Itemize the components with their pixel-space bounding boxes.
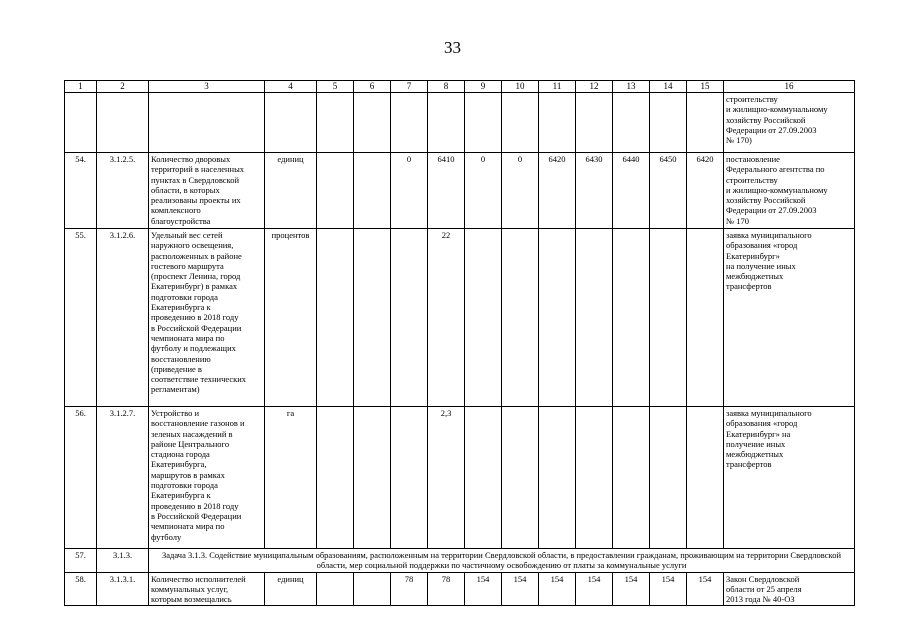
table-row-cell-3: Устройство и восстановление газонов и зеленых насаждений в районе Центрального стадиона города Екатеринбурга, маршрутов в рамках подготовки города Екатеринбурга к проведению в 2018 году в Российской Федерации чемпионата мира по футболу [149, 407, 265, 549]
table-row-cell-13: 154 [613, 572, 650, 606]
table-row-cell-14 [650, 93, 687, 153]
table-row-cell-16: заявка муниципального образования «город Екатеринбург» на получение иных межбюджетных трансфертов [724, 407, 855, 549]
table-row-cell-3: Удельный вес сетей наружного освещения, расположенных в районе гостевого маршрута (проспект Ленина, город Екатеринбург) в рамках подготовки города Екатеринбурга к проведению в 2018 году в Российской Федерации чемпионата мира по футболу и подлежащих восстановлению (приведение в соответствие технических регламентам) [149, 229, 265, 407]
table-row-cell-11 [539, 93, 576, 153]
column-number-row-cell-13: 13 [613, 81, 650, 93]
table-row [65, 407, 855, 549]
table-row-cell-1: 55. [65, 229, 97, 407]
table-row-cell-11 [539, 229, 576, 407]
table-row-cell-10: 0 [502, 153, 539, 229]
table-row-cell-11: 6420 [539, 153, 576, 229]
task-row-code: 3.1.3. [97, 549, 149, 573]
table-row [65, 153, 855, 229]
page-number: 33 [444, 38, 461, 57]
table-row-cell-2: 3.1.2.5. [97, 153, 149, 229]
table-row-cell-13: 6440 [613, 153, 650, 229]
table-row-cell-10 [502, 93, 539, 153]
task-description: Задача 3.1.3. Содействие муниципальным образованиям, расположенным на территории Свердловской области, в предоставлении гражданам, проживающим на территории Свердловской области, мер социальной поддержки по частичному освобождению от платы за коммунальные услуги [149, 549, 855, 573]
table-row-cell-13 [613, 93, 650, 153]
column-number-row-cell-14: 14 [650, 81, 687, 93]
column-number-row-cell-9: 9 [465, 81, 502, 93]
table-row-cell-7 [391, 229, 428, 407]
task-row-num: 57. [65, 549, 97, 573]
table-row-cell-12: 154 [576, 572, 613, 606]
table-row-cell-5 [317, 407, 354, 549]
table-row-cell-9: 154 [465, 572, 502, 606]
table-row-cell-16: постановление Федерального агентства по строительству и жилищно-коммунальному хозяйству Российской Федерации от 27.09.2003 № 170 [724, 153, 855, 229]
table-row-cell-15 [687, 229, 724, 407]
table-row-cell-7: 78 [391, 572, 428, 606]
table-row-cell-3: Количество исполнителей коммунальных услуг, которым возмещались [149, 572, 265, 606]
table-row-cell-15 [687, 93, 724, 153]
table-row-cell-9: 0 [465, 153, 502, 229]
task-row [65, 549, 855, 573]
table-row-cell-1: 56. [65, 407, 97, 549]
table-row-cell-2 [97, 93, 149, 153]
table-row-cell-13 [613, 229, 650, 407]
table-row-cell-1: 54. [65, 153, 97, 229]
table-row-cell-12 [576, 407, 613, 549]
table-row-cell-4: га [265, 407, 317, 549]
table-row-cell-8: 2,3 [428, 407, 465, 549]
table-row-cell-10 [502, 407, 539, 549]
table-row-cell-8: 22 [428, 229, 465, 407]
table-row-cell-7: 0 [391, 153, 428, 229]
table-row-cell-14: 6450 [650, 153, 687, 229]
column-number-row-cell-7: 7 [391, 81, 428, 93]
table-row-cell-3 [149, 93, 265, 153]
table-row-cell-5 [317, 153, 354, 229]
table-row-cell-15: 154 [687, 572, 724, 606]
table-row-cell-2: 3.1.2.7. [97, 407, 149, 549]
table-row-cell-16: Закон Свердловской области от 25 апреля 2013 года № 40-ОЗ [724, 572, 855, 606]
column-number-row-cell-11: 11 [539, 81, 576, 93]
table-row-cell-5 [317, 229, 354, 407]
table-row-cell-14 [650, 407, 687, 549]
column-number-row-cell-10: 10 [502, 81, 539, 93]
table-row [65, 93, 855, 153]
table-row-cell-7 [391, 407, 428, 549]
table-row-cell-10: 154 [502, 572, 539, 606]
column-number-row-cell-1: 1 [65, 81, 97, 93]
column-number-row-cell-6: 6 [354, 81, 391, 93]
table-row-cell-13 [613, 407, 650, 549]
table-row-cell-8 [428, 93, 465, 153]
table-row-cell-2: 3.1.2.6. [97, 229, 149, 407]
table-row-cell-1 [65, 93, 97, 153]
table-row-cell-11 [539, 407, 576, 549]
table-row-cell-6 [354, 572, 391, 606]
table-row-cell-6 [354, 93, 391, 153]
table-row-cell-6 [354, 229, 391, 407]
table-row-cell-6 [354, 153, 391, 229]
column-number-row-cell-12: 12 [576, 81, 613, 93]
column-number-row-cell-16: 16 [724, 81, 855, 93]
table-row-cell-4: процентов [265, 229, 317, 407]
table-row-cell-4: единиц [265, 572, 317, 606]
table-row-cell-5 [317, 93, 354, 153]
table-row-cell-9 [465, 229, 502, 407]
table-row-cell-12 [576, 229, 613, 407]
table-row-cell-11: 154 [539, 572, 576, 606]
table-row [65, 572, 855, 606]
table-row-cell-6 [354, 407, 391, 549]
table-row-cell-14: 154 [650, 572, 687, 606]
table-row-cell-9 [465, 93, 502, 153]
column-number-row-cell-2: 2 [97, 81, 149, 93]
table-row-cell-8: 6410 [428, 153, 465, 229]
table-row-cell-7 [391, 93, 428, 153]
table-row-cell-15: 6420 [687, 153, 724, 229]
table-row-cell-16: строительству и жилищно-коммунальному хозяйству Российской Федерации от 27.09.2003 № 170) [724, 93, 855, 153]
table-row-cell-8: 78 [428, 572, 465, 606]
table-row-cell-9 [465, 407, 502, 549]
column-number-row-cell-5: 5 [317, 81, 354, 93]
indicators-table [64, 80, 855, 606]
table-row-cell-12: 6430 [576, 153, 613, 229]
table-row-cell-10 [502, 229, 539, 407]
table-row-cell-3: Количество дворовых территорий в населенных пунктах в Свердловской области, в которых реализованы проекты их комплексного благоустройства [149, 153, 265, 229]
table-row-cell-4 [265, 93, 317, 153]
column-number-row [65, 81, 855, 93]
table-row-cell-2: 3.1.3.1. [97, 572, 149, 606]
column-number-row-cell-4: 4 [265, 81, 317, 93]
table-row [65, 229, 855, 407]
table-row-cell-1: 58. [65, 572, 97, 606]
table-row-cell-16: заявка муниципального образования «город Екатеринбург» на получение иных межбюджетных трансфертов [724, 229, 855, 407]
column-number-row-cell-8: 8 [428, 81, 465, 93]
column-number-row-cell-15: 15 [687, 81, 724, 93]
table-row-cell-15 [687, 407, 724, 549]
table-row-cell-14 [650, 229, 687, 407]
table-row-cell-4: единиц [265, 153, 317, 229]
table-row-cell-5 [317, 572, 354, 606]
table-row-cell-12 [576, 93, 613, 153]
column-number-row-cell-3: 3 [149, 81, 265, 93]
